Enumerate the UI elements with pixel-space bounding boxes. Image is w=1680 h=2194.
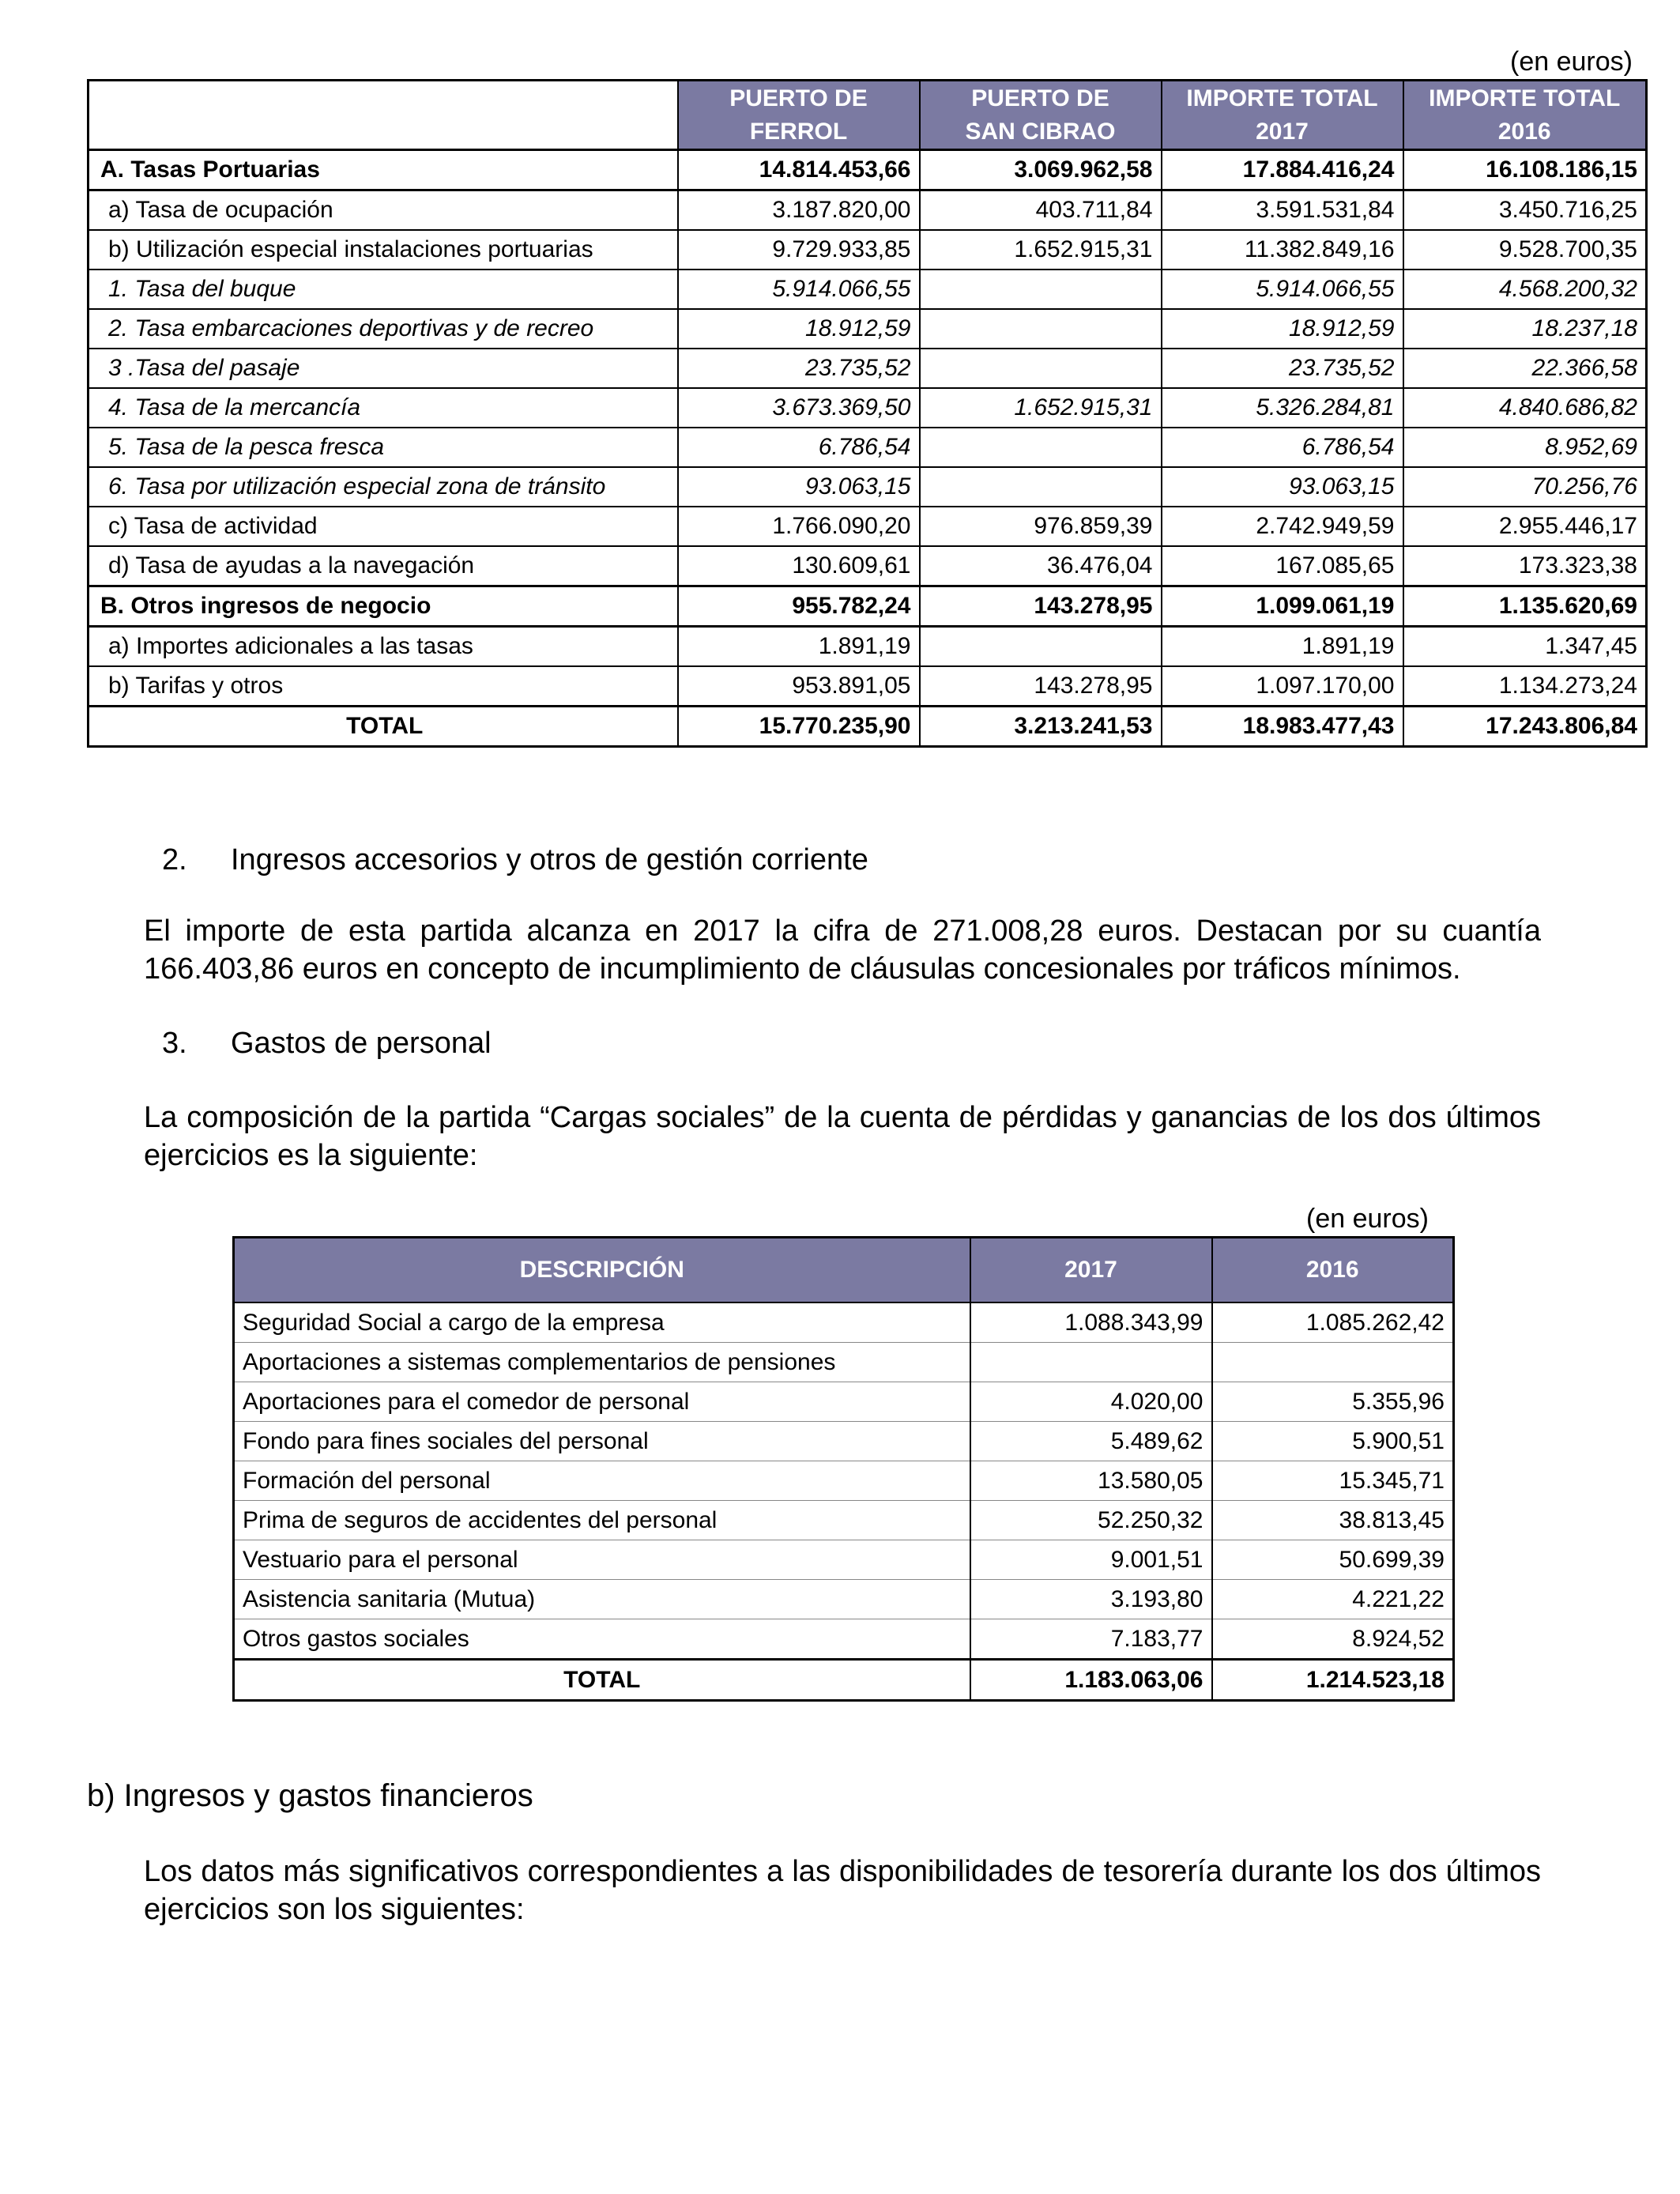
cell-value: 15.345,71 <box>1212 1461 1454 1501</box>
cell-value: 1.183.063,06 <box>970 1660 1212 1701</box>
cell-value: 976.859,39 <box>920 507 1162 546</box>
cell-value: 11.382.849,16 <box>1162 230 1403 270</box>
cell-value: 167.085,65 <box>1162 546 1403 586</box>
section-title-b: b) Ingresos y gastos financieros <box>87 1778 533 1813</box>
table-row <box>89 349 1647 388</box>
row-label: a) Importes adicionales a las tasas <box>89 627 678 667</box>
row-label: TOTAL <box>234 1660 970 1701</box>
section-number-3: 3. <box>162 1027 187 1060</box>
cell-value <box>970 1343 1212 1382</box>
cell-value: 3.213.241,53 <box>920 707 1162 747</box>
table-row <box>234 1461 1454 1501</box>
cell-value: 2.955.446,17 <box>1403 507 1647 546</box>
cell-value: 14.814.453,66 <box>678 150 920 190</box>
row-label: 3 .Tasa del pasaje <box>89 349 678 388</box>
cell-value <box>920 627 1162 667</box>
table-row <box>234 1302 1454 1343</box>
table-row <box>234 1422 1454 1461</box>
row-label: 2. Tasa embarcaciones deportivas y de recreo <box>89 309 678 349</box>
col-header-2016: 2016 <box>1212 1238 1454 1303</box>
cell-value: 1.891,19 <box>1162 627 1403 667</box>
cell-value: 5.326.284,81 <box>1162 388 1403 428</box>
cell-value: 5.914.066,55 <box>1162 270 1403 309</box>
cell-value: 1.214.523,18 <box>1212 1660 1454 1701</box>
cell-value: 4.221,22 <box>1212 1580 1454 1619</box>
row-label: c) Tasa de actividad <box>89 507 678 546</box>
section-paragraph-b: Los datos más significativos correspondientes a las disponibilidades de tesorería durante los dos últimos ejercicios son los siguientes: <box>144 1855 1541 1926</box>
cell-value: 3.450.716,25 <box>1403 190 1647 231</box>
cell-value: 9.729.933,85 <box>678 230 920 270</box>
cell-value: 1.652.915,31 <box>920 388 1162 428</box>
row-label: 5. Tasa de la pesca fresca <box>89 428 678 467</box>
table-row <box>89 309 1647 349</box>
cell-value: 1.134.273,24 <box>1403 666 1647 707</box>
cell-value: 22.366,58 <box>1403 349 1647 388</box>
table-row <box>234 1343 1454 1382</box>
cell-value: 1.135.620,69 <box>1403 586 1647 627</box>
col-header-ferrol: PUERTO DE FERROL <box>678 81 920 150</box>
cell-value: 16.108.186,15 <box>1403 150 1647 190</box>
cell-value: 1.766.090,20 <box>678 507 920 546</box>
table-row <box>234 1660 1454 1701</box>
row-label: b) Utilización especial instalaciones portuarias <box>89 230 678 270</box>
table-row <box>234 1619 1454 1660</box>
cell-value: 1.099.061,19 <box>1162 586 1403 627</box>
cell-value: 9.001,51 <box>970 1540 1212 1580</box>
cell-value: 173.323,38 <box>1403 546 1647 586</box>
cell-value: 36.476,04 <box>920 546 1162 586</box>
table-row <box>89 586 1647 627</box>
table-row <box>234 1580 1454 1619</box>
table-row <box>89 230 1647 270</box>
cell-value <box>920 467 1162 507</box>
cell-value: 130.609,61 <box>678 546 920 586</box>
cell-value: 3.193,80 <box>970 1580 1212 1619</box>
row-label: 6. Tasa por utilización especial zona de tránsito <box>89 467 678 507</box>
header-blank <box>89 81 678 150</box>
cell-value: 3.591.531,84 <box>1162 190 1403 231</box>
cell-value: 1.347,45 <box>1403 627 1647 667</box>
row-label: Aportaciones a sistemas complementarios de pensiones <box>234 1343 970 1382</box>
cell-value: 18.983.477,43 <box>1162 707 1403 747</box>
revenue-table <box>87 79 1648 748</box>
row-label: Prima de seguros de accidentes del personal <box>234 1501 970 1540</box>
row-label: TOTAL <box>89 707 678 747</box>
cell-value: 4.020,00 <box>970 1382 1212 1422</box>
col-header-total-2016: IMPORTE TOTAL 2016 <box>1403 81 1647 150</box>
row-label: Fondo para fines sociales del personal <box>234 1422 970 1461</box>
row-label: Seguridad Social a cargo de la empresa <box>234 1302 970 1343</box>
cell-value: 1.088.343,99 <box>970 1302 1212 1343</box>
table-row <box>89 627 1647 667</box>
table-row <box>89 428 1647 467</box>
cell-value <box>920 428 1162 467</box>
table-row <box>234 1501 1454 1540</box>
table-row <box>89 707 1647 747</box>
cell-value: 8.952,69 <box>1403 428 1647 467</box>
col-header-san-cibrao: PUERTO DE SAN CIBRAO <box>920 81 1162 150</box>
cell-value: 2.742.949,59 <box>1162 507 1403 546</box>
row-label: b) Tarifas y otros <box>89 666 678 707</box>
cell-value: 3.187.820,00 <box>678 190 920 231</box>
cell-value: 23.735,52 <box>1162 349 1403 388</box>
table-row <box>89 507 1647 546</box>
cell-value: 23.735,52 <box>678 349 920 388</box>
cell-value: 50.699,39 <box>1212 1540 1454 1580</box>
table-row <box>234 1540 1454 1580</box>
cell-value: 1.652.915,31 <box>920 230 1162 270</box>
cell-value: 7.183,77 <box>970 1619 1212 1660</box>
cell-value: 5.914.066,55 <box>678 270 920 309</box>
cell-value: 955.782,24 <box>678 586 920 627</box>
cell-value: 93.063,15 <box>678 467 920 507</box>
cell-value <box>1212 1343 1454 1382</box>
cell-value: 17.884.416,24 <box>1162 150 1403 190</box>
row-label: Asistencia sanitaria (Mutua) <box>234 1580 970 1619</box>
table-row <box>89 388 1647 428</box>
row-label: B. Otros ingresos de negocio <box>89 586 678 627</box>
table-row <box>89 150 1647 190</box>
row-label: Vestuario para el personal <box>234 1540 970 1580</box>
section-paragraph-2: El importe de esta partida alcanza en 2017 la cifra de 271.008,28 euros. Destacan por su cuantía 166.403,86 euros en concepto de incumplimiento de cláusulas concesionales por tráficos mínimos. <box>144 914 1541 986</box>
cell-value: 5.355,96 <box>1212 1382 1454 1422</box>
row-label: a) Tasa de ocupación <box>89 190 678 231</box>
cell-value: 5.489,62 <box>970 1422 1212 1461</box>
cell-value <box>920 270 1162 309</box>
cell-value: 52.250,32 <box>970 1501 1212 1540</box>
social-charges-table <box>232 1236 1455 1702</box>
cell-value: 18.237,18 <box>1403 309 1647 349</box>
section-title-2: Ingresos accesorios y otros de gestión corriente <box>231 843 868 876</box>
row-label: d) Tasa de ayudas a la navegación <box>89 546 678 586</box>
row-label: A. Tasas Portuarias <box>89 150 678 190</box>
table-row <box>234 1382 1454 1422</box>
col-header-descripcion: DESCRIPCIÓN <box>234 1238 970 1303</box>
table-row <box>89 270 1647 309</box>
cell-value: 403.711,84 <box>920 190 1162 231</box>
cell-value: 1.891,19 <box>678 627 920 667</box>
row-label: Otros gastos sociales <box>234 1619 970 1660</box>
cell-value: 17.243.806,84 <box>1403 707 1647 747</box>
cell-value: 15.770.235,90 <box>678 707 920 747</box>
cell-value: 953.891,05 <box>678 666 920 707</box>
cell-value: 18.912,59 <box>678 309 920 349</box>
row-label: Aportaciones para el comedor de personal <box>234 1382 970 1422</box>
row-label: 1. Tasa del buque <box>89 270 678 309</box>
unit-note-2: (en euros) <box>1306 1204 1429 1234</box>
row-label: Formación del personal <box>234 1461 970 1501</box>
col-header-total-2017: IMPORTE TOTAL 2017 <box>1162 81 1403 150</box>
cell-value: 13.580,05 <box>970 1461 1212 1501</box>
cell-value: 18.912,59 <box>1162 309 1403 349</box>
table-row <box>89 546 1647 586</box>
cell-value: 1.085.262,42 <box>1212 1302 1454 1343</box>
cell-value <box>920 309 1162 349</box>
unit-note: (en euros) <box>1510 47 1633 77</box>
table-row <box>89 467 1647 507</box>
col-header-2017: 2017 <box>970 1238 1212 1303</box>
cell-value: 3.069.962,58 <box>920 150 1162 190</box>
cell-value: 6.786,54 <box>1162 428 1403 467</box>
cell-value: 38.813,45 <box>1212 1501 1454 1540</box>
cell-value: 8.924,52 <box>1212 1619 1454 1660</box>
section-paragraph-3: La composición de la partida “Cargas sociales” de la cuenta de pérdidas y ganancias de los dos últimos ejercicios es la siguiente: <box>144 1101 1541 1172</box>
cell-value: 5.900,51 <box>1212 1422 1454 1461</box>
cell-value: 143.278,95 <box>920 666 1162 707</box>
cell-value: 143.278,95 <box>920 586 1162 627</box>
cell-value <box>920 349 1162 388</box>
cell-value: 4.568.200,32 <box>1403 270 1647 309</box>
cell-value: 9.528.700,35 <box>1403 230 1647 270</box>
cell-value: 1.097.170,00 <box>1162 666 1403 707</box>
section-number-2: 2. <box>162 843 187 876</box>
cell-value: 70.256,76 <box>1403 467 1647 507</box>
section-title-3: Gastos de personal <box>231 1027 492 1060</box>
cell-value: 6.786,54 <box>678 428 920 467</box>
row-label: 4. Tasa de la mercancía <box>89 388 678 428</box>
cell-value: 4.840.686,82 <box>1403 388 1647 428</box>
table-row <box>89 190 1647 231</box>
table-row <box>89 666 1647 707</box>
cell-value: 93.063,15 <box>1162 467 1403 507</box>
cell-value: 3.673.369,50 <box>678 388 920 428</box>
